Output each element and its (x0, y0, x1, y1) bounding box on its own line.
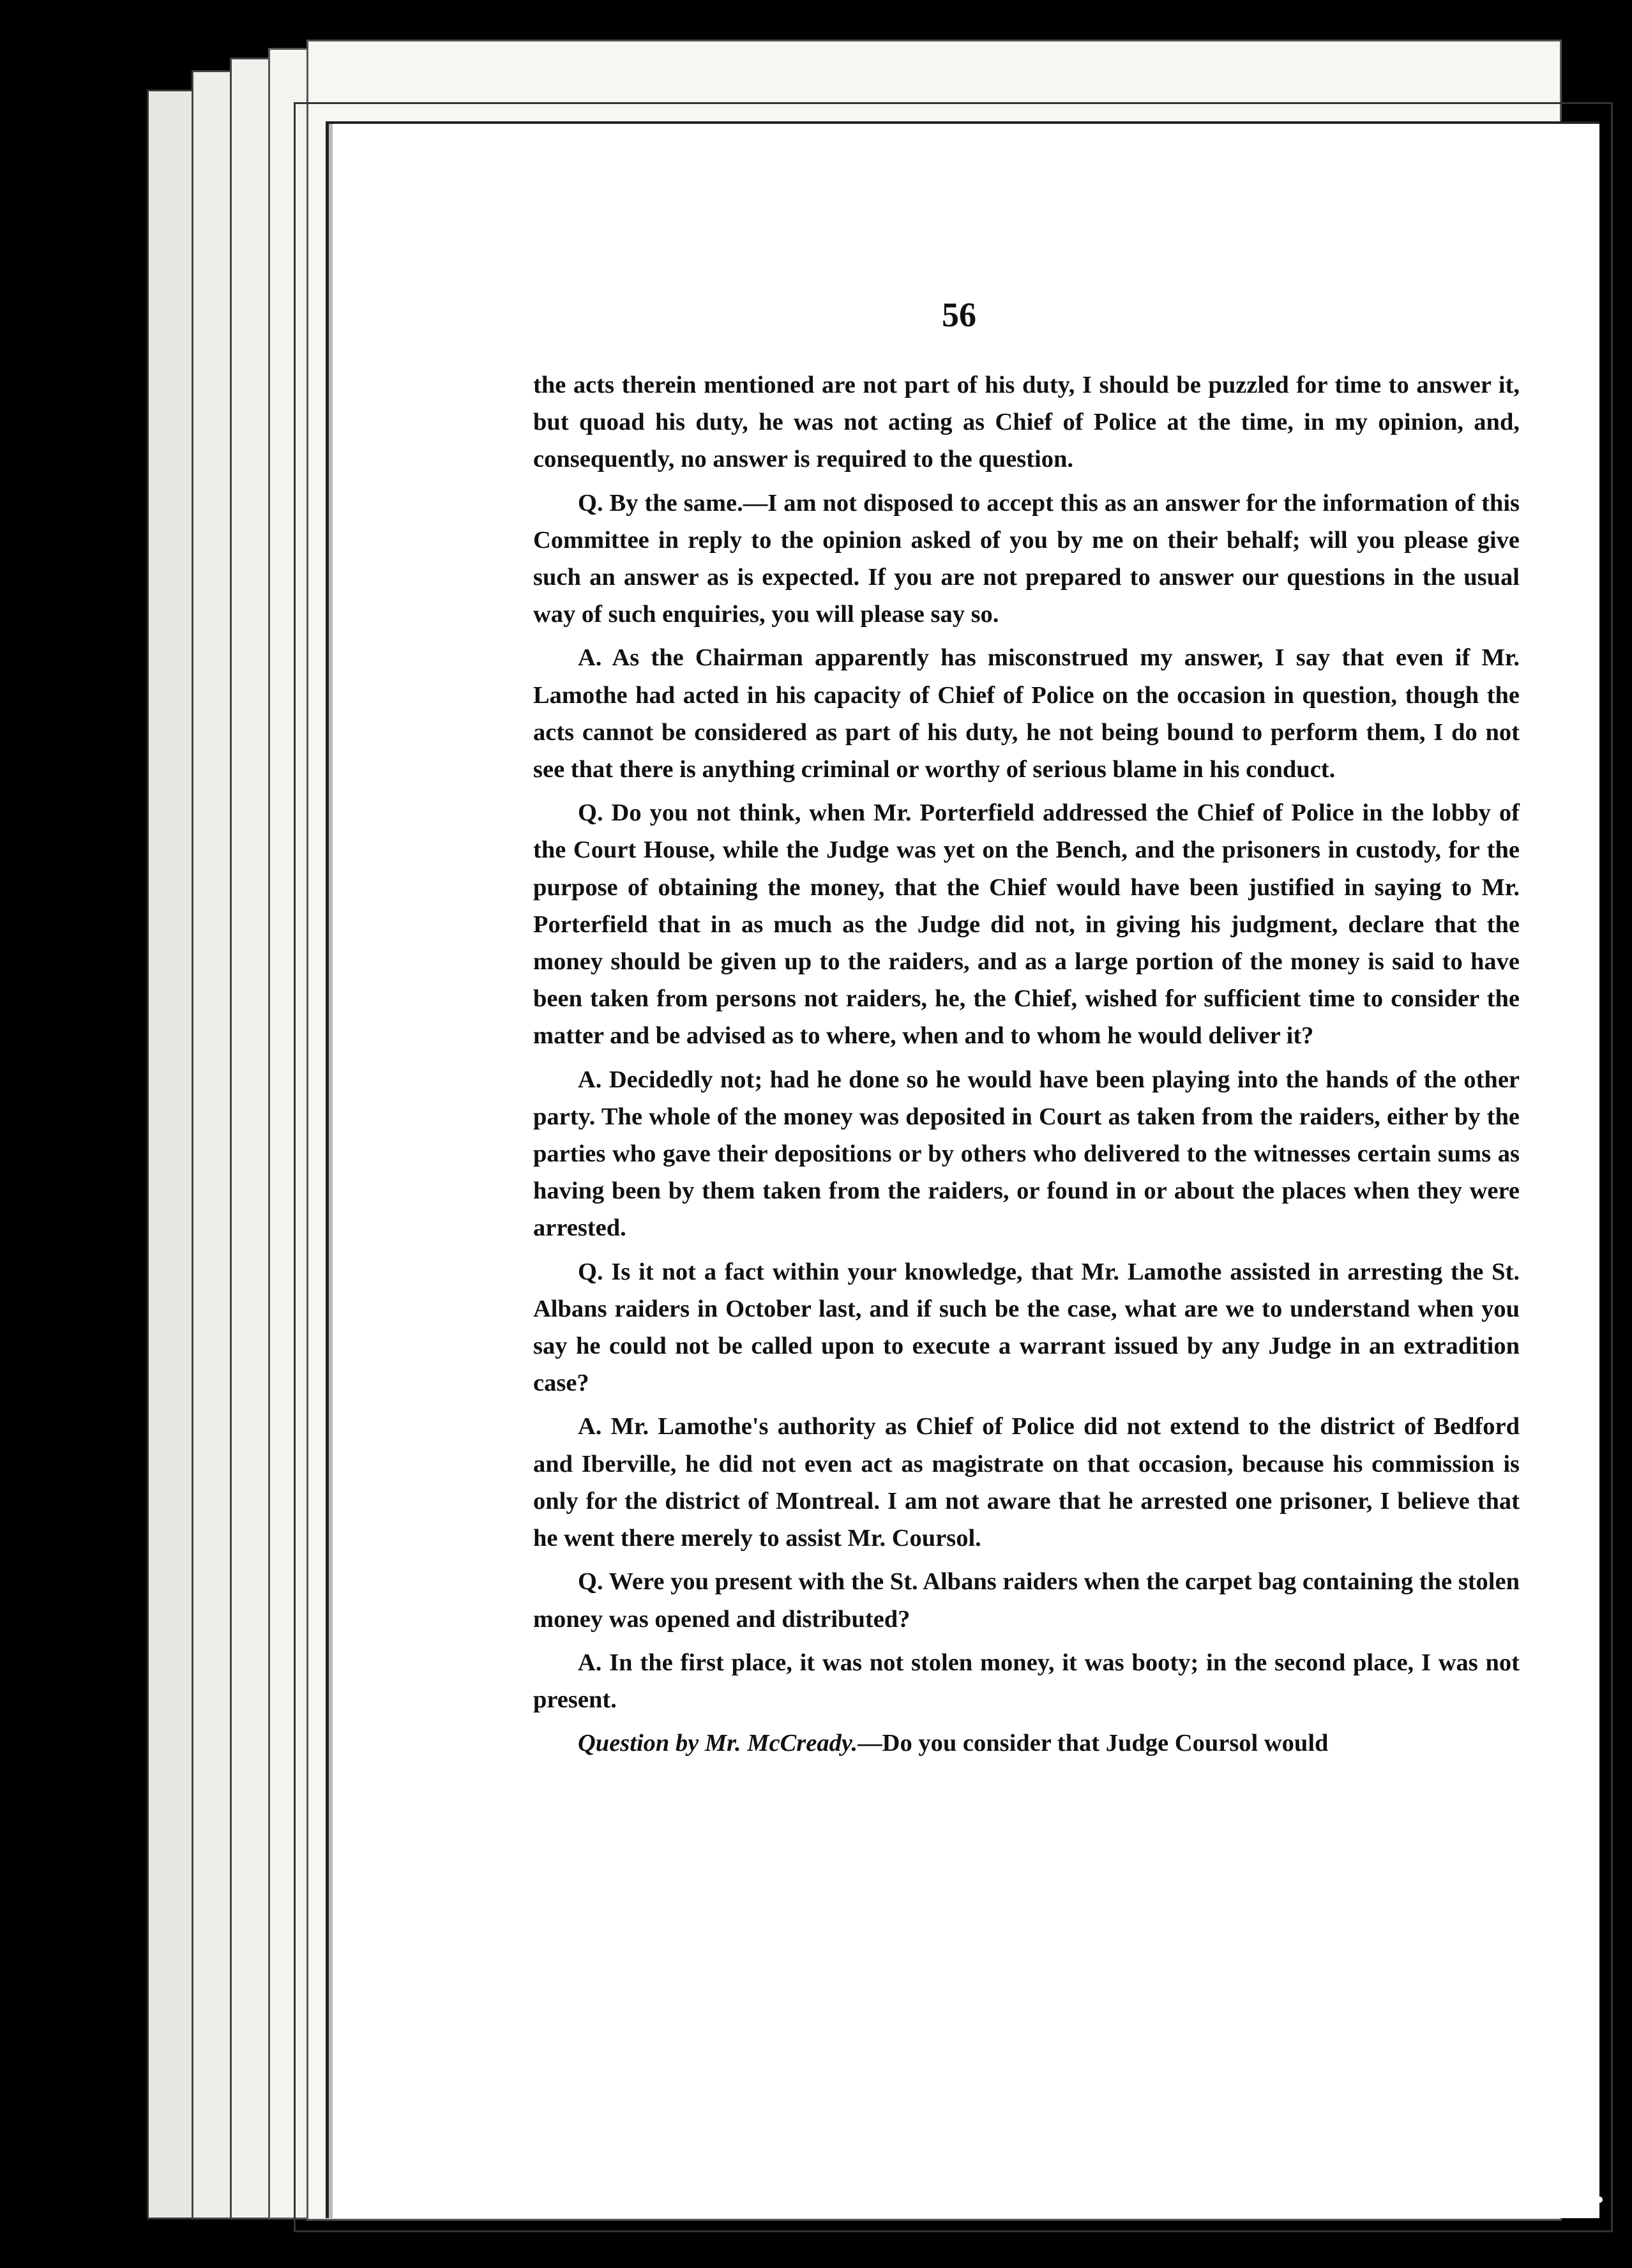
page-body (533, 367, 1520, 1768)
paragraph: A. Mr. Lamothe's authority as Chief of Police did not extend to the district of Bedford and Iberville, he did not even act as magistrate on that occasion, because his commission is only for the district of Montreal. I am not aware that he arrested one prisoner, I believe that he went there merely to assist Mr. Coursol. (533, 1413, 1520, 1552)
paragraph: A. In the first place, it was not stolen money, it was booty; in the second place, I was not present. (533, 1649, 1520, 1713)
paragraph: Q. Is it not a fact within your knowledge, that Mr. Lamothe assisted in arresting the St. Albans raiders in October last, and if such be the case, what are we to understand when you say he could not be called upon to execute a warrant issued by any Judge in an extradition case? (533, 1258, 1520, 1397)
paragraph: Q. By the same.—I am not disposed to accept this as an answer for the information of this Committee in reply to the opinion asked of you by me on their behalf; will you please give such an answer as is expected. If you are not prepared to answer our questions in the usual way of such enquiries, you will please say so. (533, 489, 1520, 628)
paragraph: Q. Do you not think, when Mr. Porterfield addressed the Chief of Police in the lobby of the Court House, while the Judge was yet on the Bench, and the prisoners in custody, for the purpose of obtaining the money, that the Chief would have been justified in saying to Mr. Porterfield that in as much as the Judge did not, in giving his judgment, declare that the money should be given up to the raiders, and as a large portion of the money is said to have been taken from persons not raiders, he, the Chief, wished for sufficient time to consider the matter and be advised as to where, when and to whom he would deliver it? (533, 799, 1520, 1050)
paragraph: A. As the Chairman apparently has misconstrued my answer, I say that even if Mr. Lamothe had acted in his capacity of Chief of Police on the occasion in question, though the acts cannot be considered as part of his duty, he not being bound to perform them, I do not see that there is anything criminal or worthy of serious blame in his conduct. (533, 644, 1520, 783)
paragraph: Q. Were you present with the St. Albans raiders when the carpet bag containing the stolen money was opened and distributed? (533, 1568, 1520, 1633)
paragraph: A. Decidedly not; had he done so he would have been playing into the hands of the other party. The whole of the money was deposited in Court as taken from the raiders, either by the parties who gave their depositions or by others who delivered to the witnesses certain sums as having been by them taken from the raiders, or found in or about the places when they were arrested. (533, 1066, 1520, 1242)
paragraph: the acts therein mentioned are not part of his duty, I should be puzzled for time to answer it, but quoad his duty, he was not acting as Chief of Police at the time, in my opinion, and, consequently, no answer is required to the question. (533, 372, 1520, 473)
paragraph (533, 1725, 1520, 1762)
document-page (326, 121, 1599, 2218)
speaker-label: Question by Mr. McCready. (578, 1730, 858, 1757)
scan-speck (1596, 2196, 1603, 2203)
paragraph-text: —Do you consider that Judge Coursol would (858, 1730, 1329, 1757)
page-number: 56 (942, 296, 976, 334)
